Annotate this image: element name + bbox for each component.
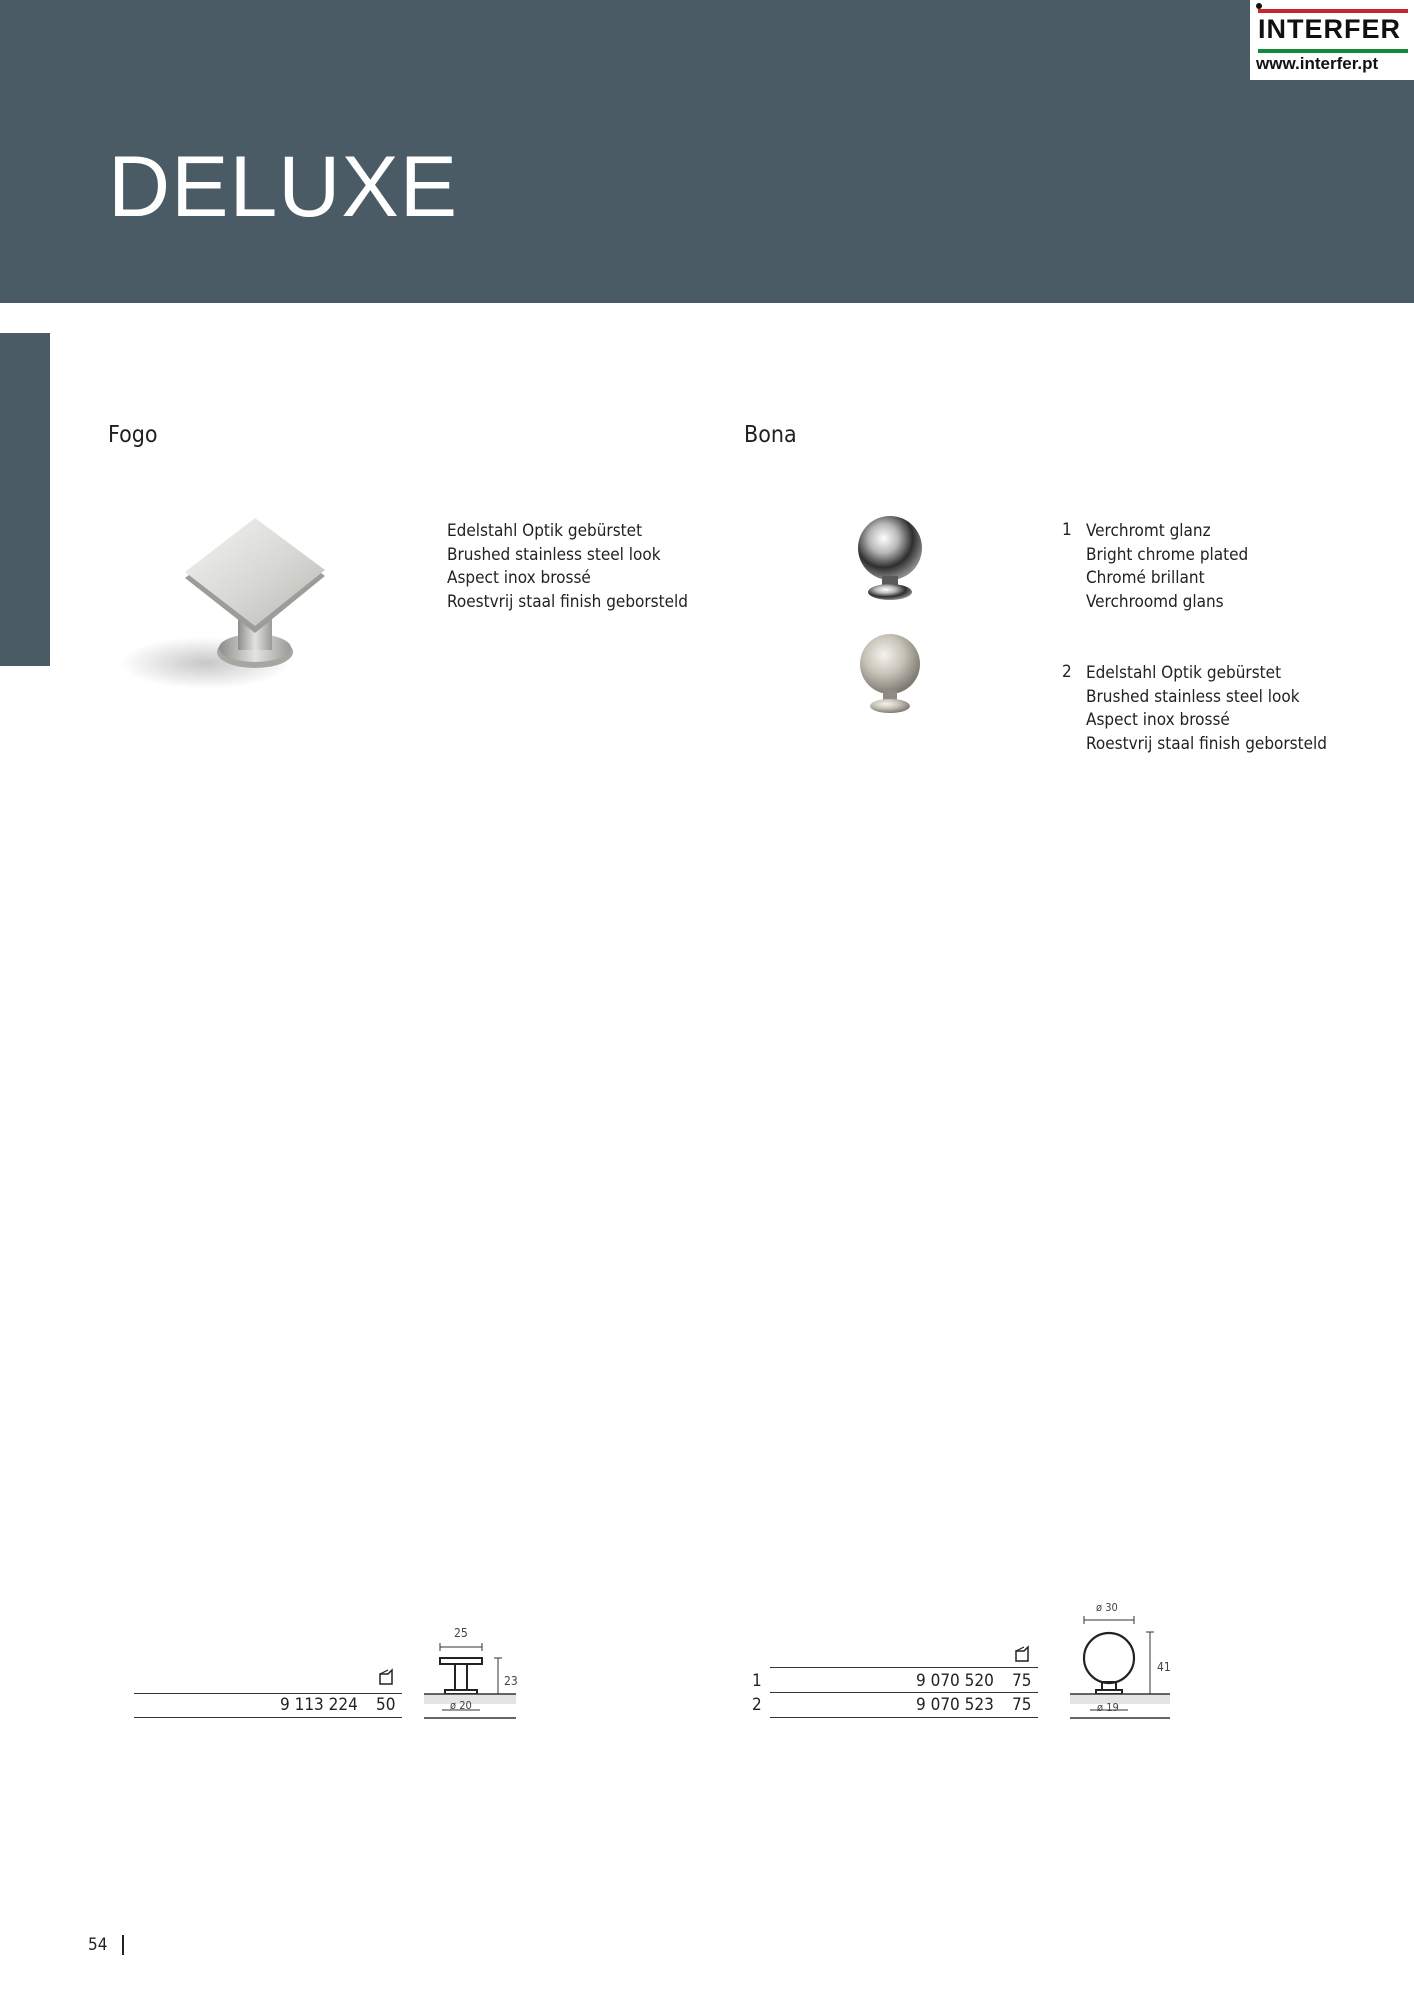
fogo-table-bottom-line — [134, 1717, 402, 1718]
brand-logo — [1250, 0, 1414, 80]
bona-row-2-pack: 75 — [1012, 1695, 1032, 1715]
bona-knob-images — [846, 510, 936, 730]
bona-desc-line: Verchromt glanz — [1086, 521, 1211, 541]
bona-desc-line: Chromé brillant — [1086, 568, 1205, 589]
fogo-desc-line: Roestvrij staal finish geborsteld — [447, 592, 689, 613]
bona-desc-line: Edelstahl Optik gebürstet — [1086, 663, 1282, 683]
bona-dim-diameter-top: ø 30 — [1096, 1601, 1118, 1614]
bona-variant-1-description — [1086, 520, 1248, 615]
fogo-knob-image — [110, 508, 350, 698]
page-title: DELUXE — [108, 139, 459, 235]
fogo-article-number: 9 113 224 — [280, 1695, 358, 1715]
fogo-table-top-line — [134, 1693, 402, 1694]
bona-desc-line: Brushed stainless steel look — [1086, 686, 1300, 707]
bona-desc-line: Verchroomd glans — [1086, 592, 1224, 613]
fogo-dim-diameter: ø 20 — [450, 1699, 472, 1712]
package-icon — [378, 1668, 394, 1686]
product-title-bona: Bona — [744, 422, 797, 448]
bona-row-2-article: 9 070 523 — [916, 1695, 994, 1715]
bona-desc-line: Bright chrome plated — [1086, 544, 1249, 565]
bona-brushed-knob — [860, 634, 920, 713]
fogo-dim-width: 25 — [454, 1626, 468, 1640]
bona-desc-line: Aspect inox brossé — [1086, 710, 1230, 731]
bona-chrome-knob — [858, 516, 922, 600]
logo-name: INTERFER — [1258, 14, 1401, 44]
page-number: 54 — [88, 1935, 108, 1955]
bona-desc-line: Roestvrij staal finish geborsteld — [1086, 734, 1328, 755]
bona-table-bottom-line — [770, 1717, 1038, 1718]
page-number-divider — [122, 1935, 124, 1955]
bona-row-1-pack: 75 — [1012, 1671, 1032, 1691]
bona-variant-1-index: 1 — [1062, 520, 1072, 540]
product-title-fogo: Fogo — [108, 422, 158, 448]
fogo-desc-line: Aspect inox brossé — [447, 568, 591, 589]
bona-variant-2-index: 2 — [1062, 662, 1072, 682]
fogo-dim-height: 23 — [504, 1674, 518, 1688]
bona-row-1-article: 9 070 520 — [916, 1671, 994, 1691]
bona-dim-diameter-base: ø 19 — [1097, 1701, 1119, 1714]
bona-variant-2-description — [1086, 662, 1327, 757]
fogo-desc-line: Edelstahl Optik gebürstet — [447, 521, 643, 541]
package-icon — [1014, 1645, 1030, 1663]
bona-table-mid-line — [770, 1692, 1038, 1693]
fogo-description — [447, 520, 688, 615]
fogo-technical-drawing — [420, 1622, 530, 1722]
bona-row-2-index: 2 — [752, 1695, 762, 1715]
bona-row-1-index: 1 — [752, 1671, 762, 1691]
fogo-desc-line: Brushed stainless steel look — [447, 544, 661, 565]
bona-table-top-line — [770, 1667, 1038, 1668]
fogo-pack-quantity: 50 — [376, 1695, 396, 1715]
bona-dim-height: 41 — [1157, 1660, 1171, 1674]
logo-url: www.interfer.pt — [1256, 54, 1379, 73]
side-tab — [0, 333, 50, 666]
